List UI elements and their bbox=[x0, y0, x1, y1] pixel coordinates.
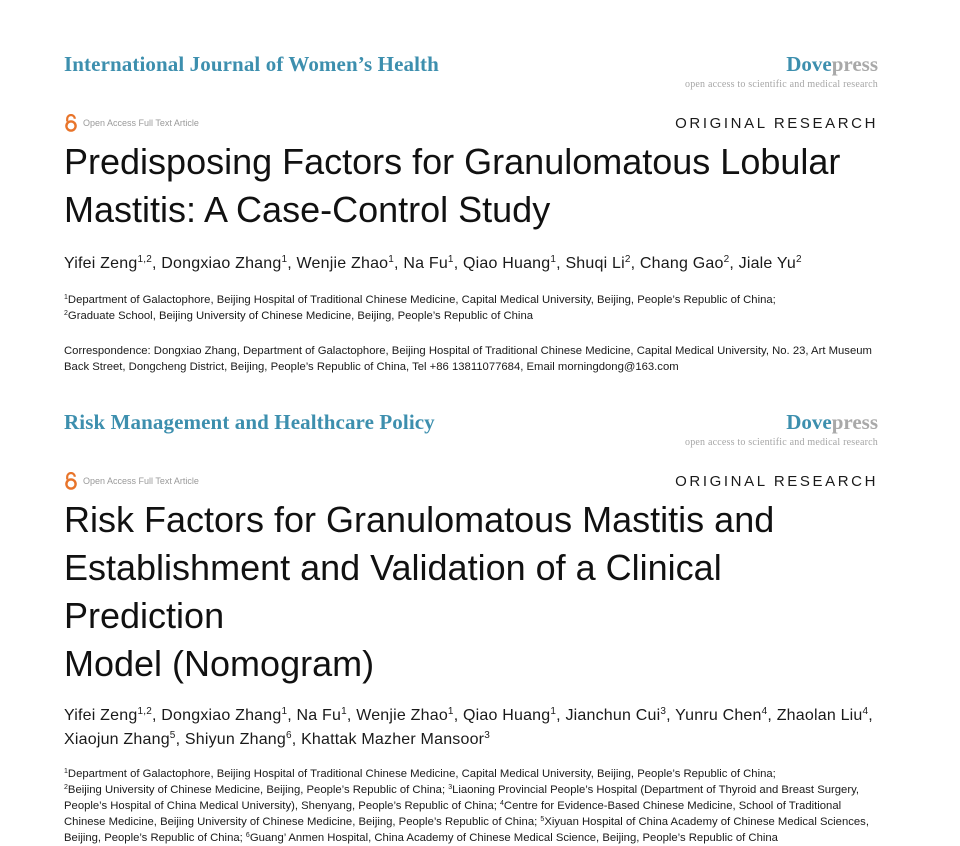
affiliation-number: 4 bbox=[500, 800, 504, 807]
affiliations bbox=[64, 292, 878, 324]
author-affiliation-number: 2 bbox=[624, 254, 631, 265]
author[interactable] bbox=[161, 707, 296, 724]
author-separator: , bbox=[151, 707, 162, 724]
affiliation-number: 2 bbox=[64, 310, 68, 317]
author[interactable] bbox=[297, 707, 357, 724]
author-name: Shuqi Li bbox=[565, 255, 625, 272]
journal-header bbox=[64, 50, 878, 96]
author-separator: , bbox=[767, 707, 777, 724]
publisher-logo[interactable] bbox=[685, 410, 878, 448]
affiliation-text: Beijing University of Chinese Medicine, Beijing, People’s Republic of China; bbox=[67, 784, 449, 796]
author-name: Jianchun Cui bbox=[565, 707, 661, 724]
author[interactable] bbox=[640, 255, 739, 272]
affiliation-item bbox=[64, 768, 776, 780]
author[interactable] bbox=[64, 707, 161, 724]
author[interactable] bbox=[64, 731, 185, 748]
author-separator: , bbox=[175, 731, 185, 748]
author[interactable] bbox=[161, 255, 296, 272]
author-name: Chang Gao bbox=[639, 255, 724, 272]
author-name: Yifei Zeng bbox=[64, 707, 138, 724]
author-affiliation-number: 4 bbox=[761, 706, 768, 717]
open-access-label: Open Access Full Text Article bbox=[64, 114, 199, 132]
author-affiliation-number: 1 bbox=[388, 254, 395, 265]
affiliation-text: Department of Galactophore, Beijing Hospital of Traditional Chinese Medicine, Capital Medical University, Beijing, People’s Republic of China; bbox=[67, 294, 776, 306]
author-separator: , bbox=[291, 731, 302, 748]
author[interactable] bbox=[777, 707, 873, 724]
author[interactable] bbox=[675, 707, 777, 724]
author-separator: , bbox=[729, 255, 739, 272]
author-separator: , bbox=[287, 255, 297, 272]
author-affiliation-number: 1 bbox=[281, 706, 288, 717]
affiliation-text: Department of Galactophore, Beijing Hospital of Traditional Chinese Medicine, Capital Medical University, Beijing, People’s Republic of China; bbox=[67, 768, 776, 780]
author-affiliation-number: 1 bbox=[447, 706, 454, 717]
author-separator: , bbox=[287, 707, 297, 724]
author-list bbox=[64, 704, 878, 752]
author-name: Dongxiao Zhang bbox=[161, 707, 282, 724]
author-separator: , bbox=[666, 707, 676, 724]
affiliation-number: 3 bbox=[448, 784, 453, 791]
author-affiliation-number: 6 bbox=[286, 730, 292, 741]
article-type: ORIGINAL RESEARCH bbox=[675, 473, 878, 490]
article-header-1 bbox=[64, 50, 878, 375]
author-name: Na Fu bbox=[403, 255, 448, 272]
author-affiliation-number: 2 bbox=[723, 254, 730, 265]
author-name: Wenjie Zhao bbox=[296, 255, 389, 272]
affiliation-item bbox=[64, 294, 776, 306]
author-affiliation-number: 1 bbox=[550, 254, 557, 265]
author-name: Na Fu bbox=[296, 707, 342, 724]
affiliation-text: Centre for Evidence-Based Chinese Medicine, School of Traditional Chinese Medicine, Beijing University of Chinese Medicine, Beijing, People’s Republic of China; bbox=[64, 800, 842, 828]
author-affiliation-number: 4 bbox=[862, 706, 869, 717]
affiliation-text: Xiyuan Hospital of China Academy of Chinese Medical Sciences, Beijing, People’s Republic of China; bbox=[64, 816, 869, 844]
author-name: Khattak Mazher Mansoor bbox=[301, 731, 485, 748]
author-affiliation-number: 1 bbox=[447, 254, 454, 265]
affiliation-number: 1 bbox=[64, 768, 68, 775]
author-affiliation-number: 1 bbox=[550, 706, 557, 717]
author-name: Yunru Chen bbox=[675, 707, 762, 724]
author-name: Yifei Zeng bbox=[64, 255, 138, 272]
author-affiliation-number: 3 bbox=[484, 730, 490, 741]
publisher-tagline: open access to scientific and medical research bbox=[685, 437, 878, 448]
open-access-lock-icon bbox=[64, 114, 78, 132]
author-affiliation-number: 2 bbox=[795, 254, 802, 265]
author-name: Dongxiao Zhang bbox=[161, 255, 282, 272]
author-affiliation-number: 3 bbox=[660, 706, 667, 717]
author[interactable] bbox=[403, 255, 463, 272]
article-title: Risk Factors for Granulomatous Mastitis and Establishment and Validation of a Clinical Prediction Model (Nomogram) bbox=[64, 499, 775, 684]
open-access-lock-icon bbox=[64, 472, 78, 490]
author-name: Zhaolan Liu bbox=[776, 707, 863, 724]
article-type: ORIGINAL RESEARCH bbox=[675, 115, 878, 132]
author-affiliation-number: 1 bbox=[281, 254, 288, 265]
author-separator: , bbox=[453, 707, 463, 724]
affiliation-text: Liaoning Provincial People’s Hospital (Department of Thyroid and Breast Surgery, People’s Hospital of China Medical University), Shenyang, People’s Republic of China; bbox=[64, 784, 860, 812]
author-separator: , bbox=[394, 255, 404, 272]
affiliation-text: Graduate School, Beijing University of Chinese Medicine, Beijing, People’s Republic of China bbox=[67, 310, 534, 322]
affiliation-item bbox=[246, 832, 778, 844]
author[interactable] bbox=[301, 731, 490, 748]
author-separator: , bbox=[556, 255, 566, 272]
author-affiliation-number: 1 bbox=[341, 706, 347, 717]
author[interactable] bbox=[463, 255, 565, 272]
publisher-tagline: open access to scientific and medical research bbox=[685, 79, 878, 90]
author-separator: , bbox=[151, 255, 162, 272]
affiliation-text: Guang’ Anmen Hospital, China Academy of Chinese Medical Science, Beijing, People’s Republic of China bbox=[249, 832, 778, 844]
author[interactable] bbox=[64, 255, 161, 272]
open-access-label: Open Access Full Text Article bbox=[64, 472, 199, 490]
affiliations bbox=[64, 766, 878, 846]
author[interactable] bbox=[565, 255, 639, 272]
dovepress-wordmark: Dovepress bbox=[786, 410, 878, 434]
author-name: Wenjie Zhao bbox=[356, 707, 448, 724]
affiliation-item bbox=[64, 784, 448, 796]
author[interactable] bbox=[739, 255, 802, 272]
author-affiliation-number: 5 bbox=[169, 730, 176, 741]
affiliation-item bbox=[64, 310, 533, 322]
correspondence: Correspondence: Dongxiao Zhang, Department of Galactophore, Beijing Hospital of Traditional Chinese Medicine, Capital Medical University, No. 23, Art Museum Back Street, Dongcheng District, Beijing, People’s Republic of China, Tel +86 13811077684, Email morningdong@163.com bbox=[64, 345, 872, 373]
author-affiliation-number: 1,2 bbox=[137, 254, 152, 265]
author-name: Xiaojun Zhang bbox=[64, 731, 170, 748]
author[interactable] bbox=[356, 707, 463, 724]
journal-name[interactable]: International Journal of Women’s Health bbox=[64, 52, 439, 76]
author[interactable] bbox=[297, 255, 404, 272]
journal-header bbox=[64, 408, 878, 454]
author[interactable] bbox=[565, 707, 675, 724]
affiliation-number: 1 bbox=[64, 294, 68, 301]
dovepress-wordmark: Dovepress bbox=[786, 52, 878, 76]
author-name: Jiale Yu bbox=[738, 255, 796, 272]
author-separator: , bbox=[630, 255, 640, 272]
author-separator: , bbox=[453, 255, 463, 272]
author-list bbox=[64, 252, 878, 276]
article-title: Predisposing Factors for Granulomatous Lobular Mastitis: A Case-Control Study bbox=[64, 141, 841, 230]
publisher-logo[interactable] bbox=[685, 52, 878, 90]
author-name: Qiao Huang bbox=[462, 255, 551, 272]
author-name: Shiyun Zhang bbox=[184, 731, 286, 748]
article-meta bbox=[64, 472, 878, 494]
author-name: Qiao Huang bbox=[462, 707, 551, 724]
affiliation-number: 2 bbox=[64, 784, 68, 791]
article-meta bbox=[64, 114, 878, 136]
author-separator: , bbox=[346, 707, 357, 724]
affiliation-number: 6 bbox=[245, 832, 250, 839]
author-separator: , bbox=[556, 707, 566, 724]
author-separator: , bbox=[868, 707, 873, 724]
author-affiliation-number: 1,2 bbox=[137, 706, 152, 717]
article-header-2 bbox=[64, 408, 878, 846]
journal-name[interactable]: Risk Management and Healthcare Policy bbox=[64, 410, 435, 434]
affiliation-number: 5 bbox=[540, 816, 545, 823]
author[interactable] bbox=[185, 731, 301, 748]
author[interactable] bbox=[463, 707, 565, 724]
